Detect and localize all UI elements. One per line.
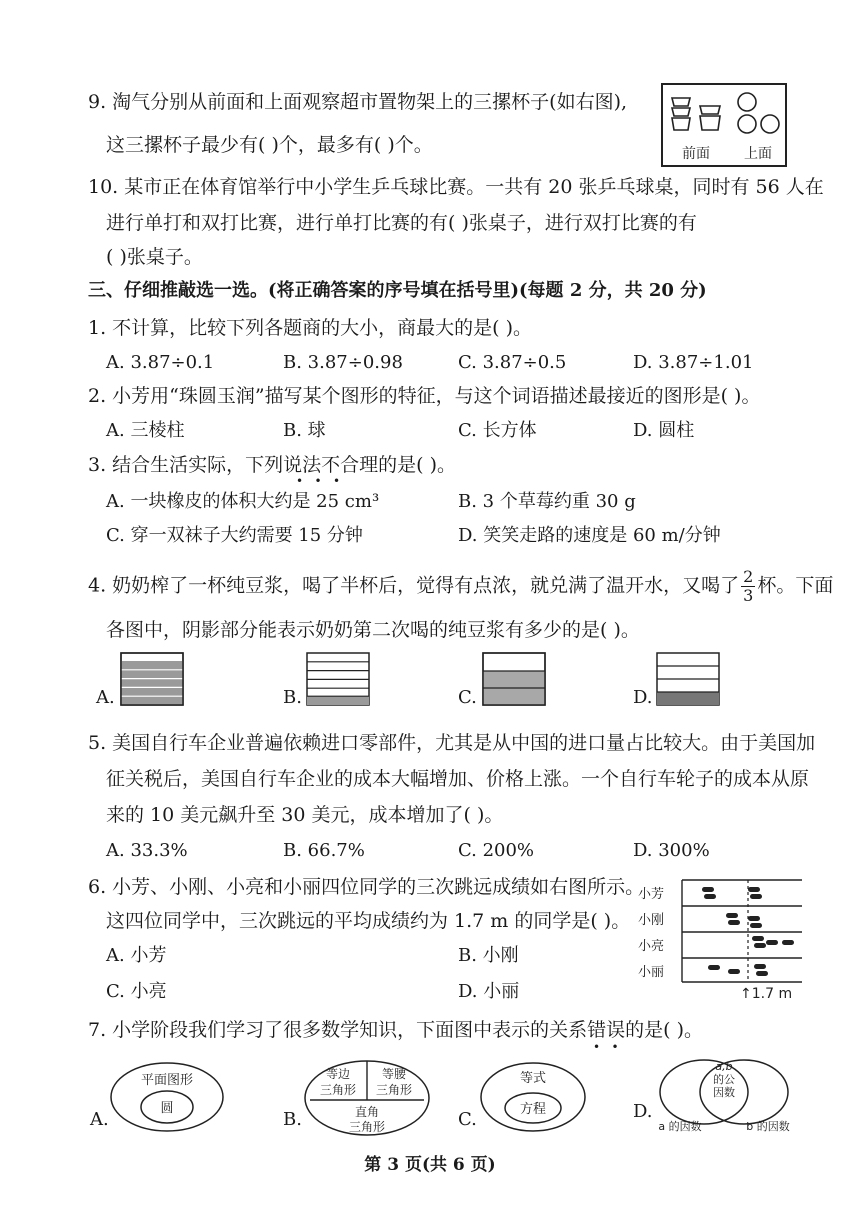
b-bottom-l1: 直角 <box>354 1105 380 1119</box>
s3-option-d: D. 笑笑走路的速度是 60 m/分钟 <box>458 525 721 546</box>
s7-stem: 7. 小学阶段我们学习了很多数学知识，下面图中表示的关系错误的是( )。 <box>88 1019 704 1041</box>
s5-line2: 征关税后，美国自行车企业的成本大幅增加、价格上涨。一个自行车轮子的成本从原 <box>106 768 810 790</box>
s6-option-a: A. 小芳 <box>106 945 167 966</box>
s7-label-b: B. <box>283 1109 302 1130</box>
s7-diagram-d <box>654 1052 794 1134</box>
fraction-denominator: 3 <box>743 586 754 605</box>
s4-label-d: D. <box>633 687 653 708</box>
s4-figure-a <box>120 652 186 708</box>
s4-figure-c <box>482 652 548 708</box>
s4-stem-a: 4. 奶奶榨了一杯纯豆浆，喝了半杯后，觉得有点浓，就兑满了温开水，又喝了 <box>88 574 740 597</box>
q10-line3: ( )张桌子。 <box>106 246 203 268</box>
jump-mark-value: 1.7 m <box>751 986 793 1002</box>
s3-option-b: B. 3 个草莓约重 30 g <box>458 491 636 512</box>
q10-line1: 10. 某市正在体育馆举行中小学生乒乓球比赛。一共有 20 张乒乓球桌，同时有 56 人在 <box>88 176 824 198</box>
d-mid-l1: a,b <box>715 1060 733 1073</box>
s4-figure-b <box>306 652 372 708</box>
s4-line2: 各图中，阴影部分能表示奶奶第二次喝的纯豆浆有多少的是( )。 <box>106 619 640 641</box>
s2-option-d: D. 圆柱 <box>633 420 695 441</box>
s1-option-b: B. 3.87÷0.98 <box>283 352 403 373</box>
c-outer-label: 等式 <box>519 1071 547 1086</box>
s6-line2: 这四位同学中，三次跳远的平均成绩约为 1.7 m 的同学是( )。 <box>106 910 631 932</box>
b-left-l1: 等边 <box>325 1067 351 1081</box>
s2-stem: 2. 小芳用“珠圆玉润”描写某个图形的特征，与这个词语描述最接近的图形是( )。 <box>88 385 761 407</box>
cup-stack-1 <box>672 98 690 130</box>
s1-stem: 1. 不计算，比较下列各题商的大小，商最大的是( )。 <box>88 317 533 339</box>
fig-front-label: 前面 <box>682 146 710 162</box>
cup-stack-2 <box>700 106 720 130</box>
d-right-label: b 的因数 <box>746 1120 790 1133</box>
s5-line3: 来的 10 美元飙升至 30 美元，成本增加了( )。 <box>106 804 504 826</box>
s3-stem: 3. 结合生活实际，下列说法不合理的是( )。 <box>88 454 457 476</box>
s4-label-c: C. <box>458 687 477 708</box>
b-left-l2: 三角形 <box>319 1083 357 1097</box>
fig-top-label: 上面 <box>744 146 772 162</box>
s4-figure-d <box>656 652 722 708</box>
s1-option-c: C. 3.87÷0.5 <box>458 352 567 373</box>
fraction-numerator: 2 <box>743 567 754 586</box>
q9-line2: 这三摞杯子最少有( )个，最多有( )个。 <box>106 134 433 156</box>
emphasis-dots: • • • <box>296 474 341 488</box>
top-view-circles <box>738 93 779 133</box>
jump-name-xiaogang: 小刚 <box>638 913 665 928</box>
s4-stem-b: 杯。下面 <box>757 574 834 597</box>
jump-name-xiaoli: 小丽 <box>638 965 665 980</box>
emphasis-dots-2: • • <box>593 1040 619 1054</box>
q10-line2: 进行单打和双打比赛，进行单打比赛的有( )张桌子，进行双打比赛的有 <box>106 212 697 234</box>
s5-option-d: D. 300% <box>633 840 710 861</box>
s6-jump-figure <box>636 878 806 1002</box>
s7-label-d: D. <box>633 1101 653 1122</box>
two-thirds-fraction <box>741 568 755 605</box>
s2-option-c: C. 长方体 <box>458 420 537 441</box>
s7-diagram-a <box>108 1060 226 1134</box>
s2-option-b: B. 球 <box>283 420 326 441</box>
s3-option-a: A. 一块橡皮的体积大约是 25 cm³ <box>106 491 380 512</box>
q9-cups-figure <box>660 82 788 168</box>
section3-title: 三、仔细推敲选一选。(将正确答案的序号填在括号里)(每题 2 分，共 20 分) <box>88 280 707 301</box>
s5-option-b: B. 66.7% <box>283 840 365 861</box>
jump-mark-label: ↑1.7 m <box>740 986 793 1002</box>
s6-option-c: C. 小亮 <box>106 981 167 1002</box>
s1-option-d: D. 3.87÷1.01 <box>633 352 754 373</box>
s2-option-a: A. 三棱柱 <box>106 420 185 441</box>
s3-option-c: C. 穿一双袜子大约需要 15 分钟 <box>106 525 363 546</box>
s7-diagram-c <box>478 1060 588 1134</box>
s7-diagram-b <box>302 1058 432 1138</box>
a-outer-label: 平面图形 <box>140 1073 194 1088</box>
s6-line1: 6. 小芳、小刚、小亮和小丽四位同学的三次跳远成绩如右图所示。 <box>88 876 645 898</box>
page-footer: 第 3 页(共 6 页) <box>364 1155 496 1175</box>
d-left-label: a 的因数 <box>658 1120 702 1133</box>
jump-name-xiaoliang: 小亮 <box>638 939 665 954</box>
s6-option-d: D. 小丽 <box>458 981 520 1002</box>
s4-stem <box>88 568 833 605</box>
b-bottom-l2: 三角形 <box>348 1120 386 1134</box>
b-right-l1: 等腰 <box>381 1067 407 1081</box>
d-mid-l2: 的公 <box>713 1073 735 1086</box>
s5-option-c: C. 200% <box>458 840 535 861</box>
a-inner-label: 圆 <box>160 1101 174 1116</box>
s1-option-a: A. 3.87÷0.1 <box>106 352 215 373</box>
jump-name-xiaofang: 小芳 <box>638 887 665 902</box>
s7-label-a: A. <box>90 1109 109 1130</box>
s7-label-c: C. <box>458 1109 477 1130</box>
c-inner-label: 方程 <box>519 1102 547 1117</box>
d-mid-l3: 因数 <box>713 1086 735 1099</box>
s6-option-b: B. 小刚 <box>458 945 519 966</box>
s4-label-b: B. <box>283 687 302 708</box>
s5-line1: 5. 美国自行车企业普遍依赖进口零部件，尤其是从中国的进口量占比较大。由于美国加 <box>88 732 816 754</box>
s4-label-a: A. <box>96 687 115 708</box>
q9-line1: 9. 淘气分别从前面和上面观察超市置物架上的三摞杯子(如右图), <box>88 91 628 113</box>
b-right-l2: 三角形 <box>375 1083 413 1097</box>
s5-option-a: A. 33.3% <box>106 840 188 861</box>
